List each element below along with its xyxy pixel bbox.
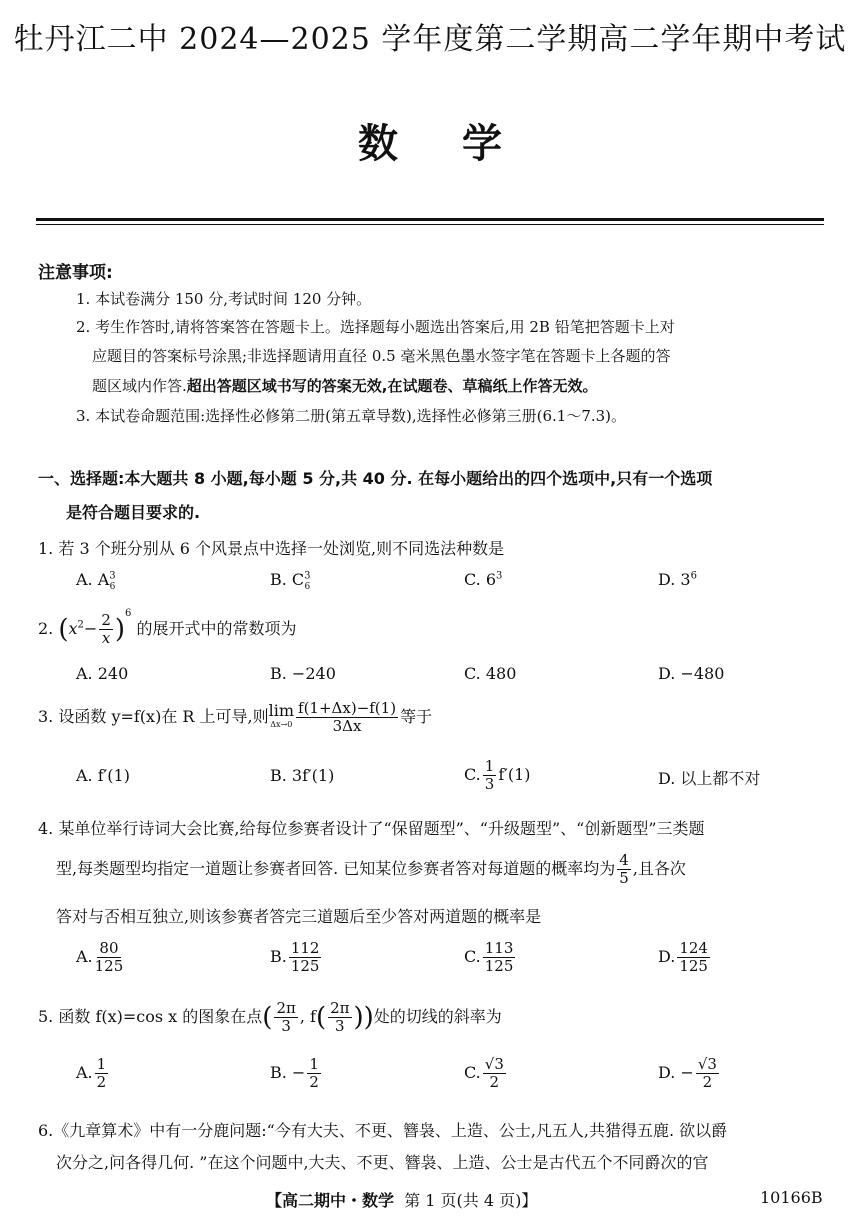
q4-line-3: 答对与否相互独立,则该参赛者答完三道题后至少答对两道题的概率是 — [56, 907, 542, 926]
note-1: 1. 本试卷满分 150 分,考试时间 120 分钟。 — [76, 290, 372, 308]
section-1-heading: 一、选择题:本大题共 8 小题,每小题 5 分,共 40 分. 在每小题给出的四个选项中,只有一个选项 — [38, 469, 713, 488]
exam-title: 牡丹江二中 2024—2025 学年度第二学期高二学年期中考试 — [13, 22, 847, 57]
note-2-line-1: 2. 考生作答时,请将答案答在答题卡上。选择题每小题选出答案后,用 2B 铅笔把答题卡上对 — [76, 318, 675, 336]
q2-option-a: A. 240 — [76, 664, 129, 683]
q1-option-a: A. $A^3_6$ — [76, 570, 116, 593]
q4-option-b: B. $\frac{112}{125}$ — [270, 939, 320, 975]
q5-stem: 5. 函数 f(x)=cos x 的图象在点( $\frac{2\pi}{3}$ , f( $\frac{2\pi}{3}$ ))处的切线的斜率为 — [38, 999, 502, 1035]
q3-stem: 3. 设函数 y=f(x)在 R 上可导,则 lim Δx→0 $\frac{f(1+\Delta x)-f(1)}{3\Delta x}$ 等于 — [38, 699, 433, 735]
q6-line-1: 6.《九章算术》中有一分鹿问题:“今有大夫、不更、簪袅、上造、公士,凡五人,共猎得五鹿. 欲以爵 — [38, 1121, 728, 1140]
section-1-heading-cont: 是符合题目要求的. — [66, 503, 201, 522]
note-2-line-2: 应题目的答案标号涂黑;非选择题请用直径 0.5 毫米黑色墨水签字笔在答题卡上各题的答 — [92, 347, 671, 365]
q4-line-2: 型,每类题型均指定一道题让参赛者回答. 已知某位参赛者答对每道题的概率均为 $\frac{4}{5}$ ,且各次 — [56, 851, 686, 887]
subject-title: 数学 — [358, 121, 566, 167]
note-2-bold-warning: 超出答题区域书写的答案无效,在试题卷、草稿纸上作答无效。 — [186, 377, 598, 395]
title-rule-thin — [36, 224, 824, 225]
note-2-line-3 — [92, 371, 597, 401]
q5-option-c: C. $\frac{√3}{2}$ — [464, 1055, 504, 1091]
q4-option-a: A. $\frac{80}{125}$ — [76, 939, 124, 975]
q5-option-d: D. − $\frac{√3}{2}$ — [658, 1055, 717, 1091]
q4-option-d: D. $\frac{124}{125}$ — [658, 939, 708, 975]
q5-option-b: B. − $\frac{1}{2}$ — [270, 1055, 319, 1091]
paper-code: 10166B — [760, 1188, 823, 1207]
title-rule-thick — [36, 218, 824, 221]
q1-stem: 1. 若 3 个班分别从 6 个风景点中选择一处浏览,则不同选法种数是 — [38, 539, 505, 558]
q1-option-b: B. $C^3_6$ — [270, 570, 311, 593]
q3-option-d: D. 以上都不对 — [658, 769, 761, 788]
q3-option-b: B. 3f′(1) — [270, 766, 335, 785]
q2-option-c: C. 480 — [464, 664, 517, 683]
q4-option-c: C. $\frac{113}{125}$ — [464, 939, 514, 975]
q2-option-d: D. −480 — [658, 664, 725, 683]
notes-heading: 注意事项: — [38, 263, 113, 283]
q1-option-c: C. $6^3$ — [464, 570, 503, 589]
note-2-plain: 题区域内作答. — [92, 377, 187, 395]
note-3: 3. 本试卷命题范围:选择性必修第二册(第五章导数),选择性必修第三册(6.1～7.3)。 — [76, 407, 627, 425]
page-footer: 【高二期中・数学 第 1 页(共 4 页)】 — [266, 1191, 538, 1210]
q2-stem: 2. ($x^2-$ $\frac{2}{x}$ )$^6$ 的展开式中的常数项为 — [38, 608, 297, 647]
q5-option-a: A. $\frac{1}{2}$ — [76, 1055, 107, 1091]
q2-option-b: B. −240 — [270, 664, 336, 683]
q3-option-c: C. $\frac{1}{3}$ f′(1) — [464, 757, 531, 793]
q1-option-d: D. $3^6$ — [658, 570, 697, 589]
q4-line-1: 4. 某单位举行诗词大会比赛,给每位参赛者设计了“保留题型”、“升级题型”、“创新题型”三类题 — [38, 819, 705, 838]
q6-line-2: 次分之,问各得几何. ”在这个问题中,大夫、不更、簪袅、上造、公士是古代五个不同爵次的官 — [56, 1153, 709, 1172]
q3-option-a: A. f′(1) — [76, 766, 130, 785]
